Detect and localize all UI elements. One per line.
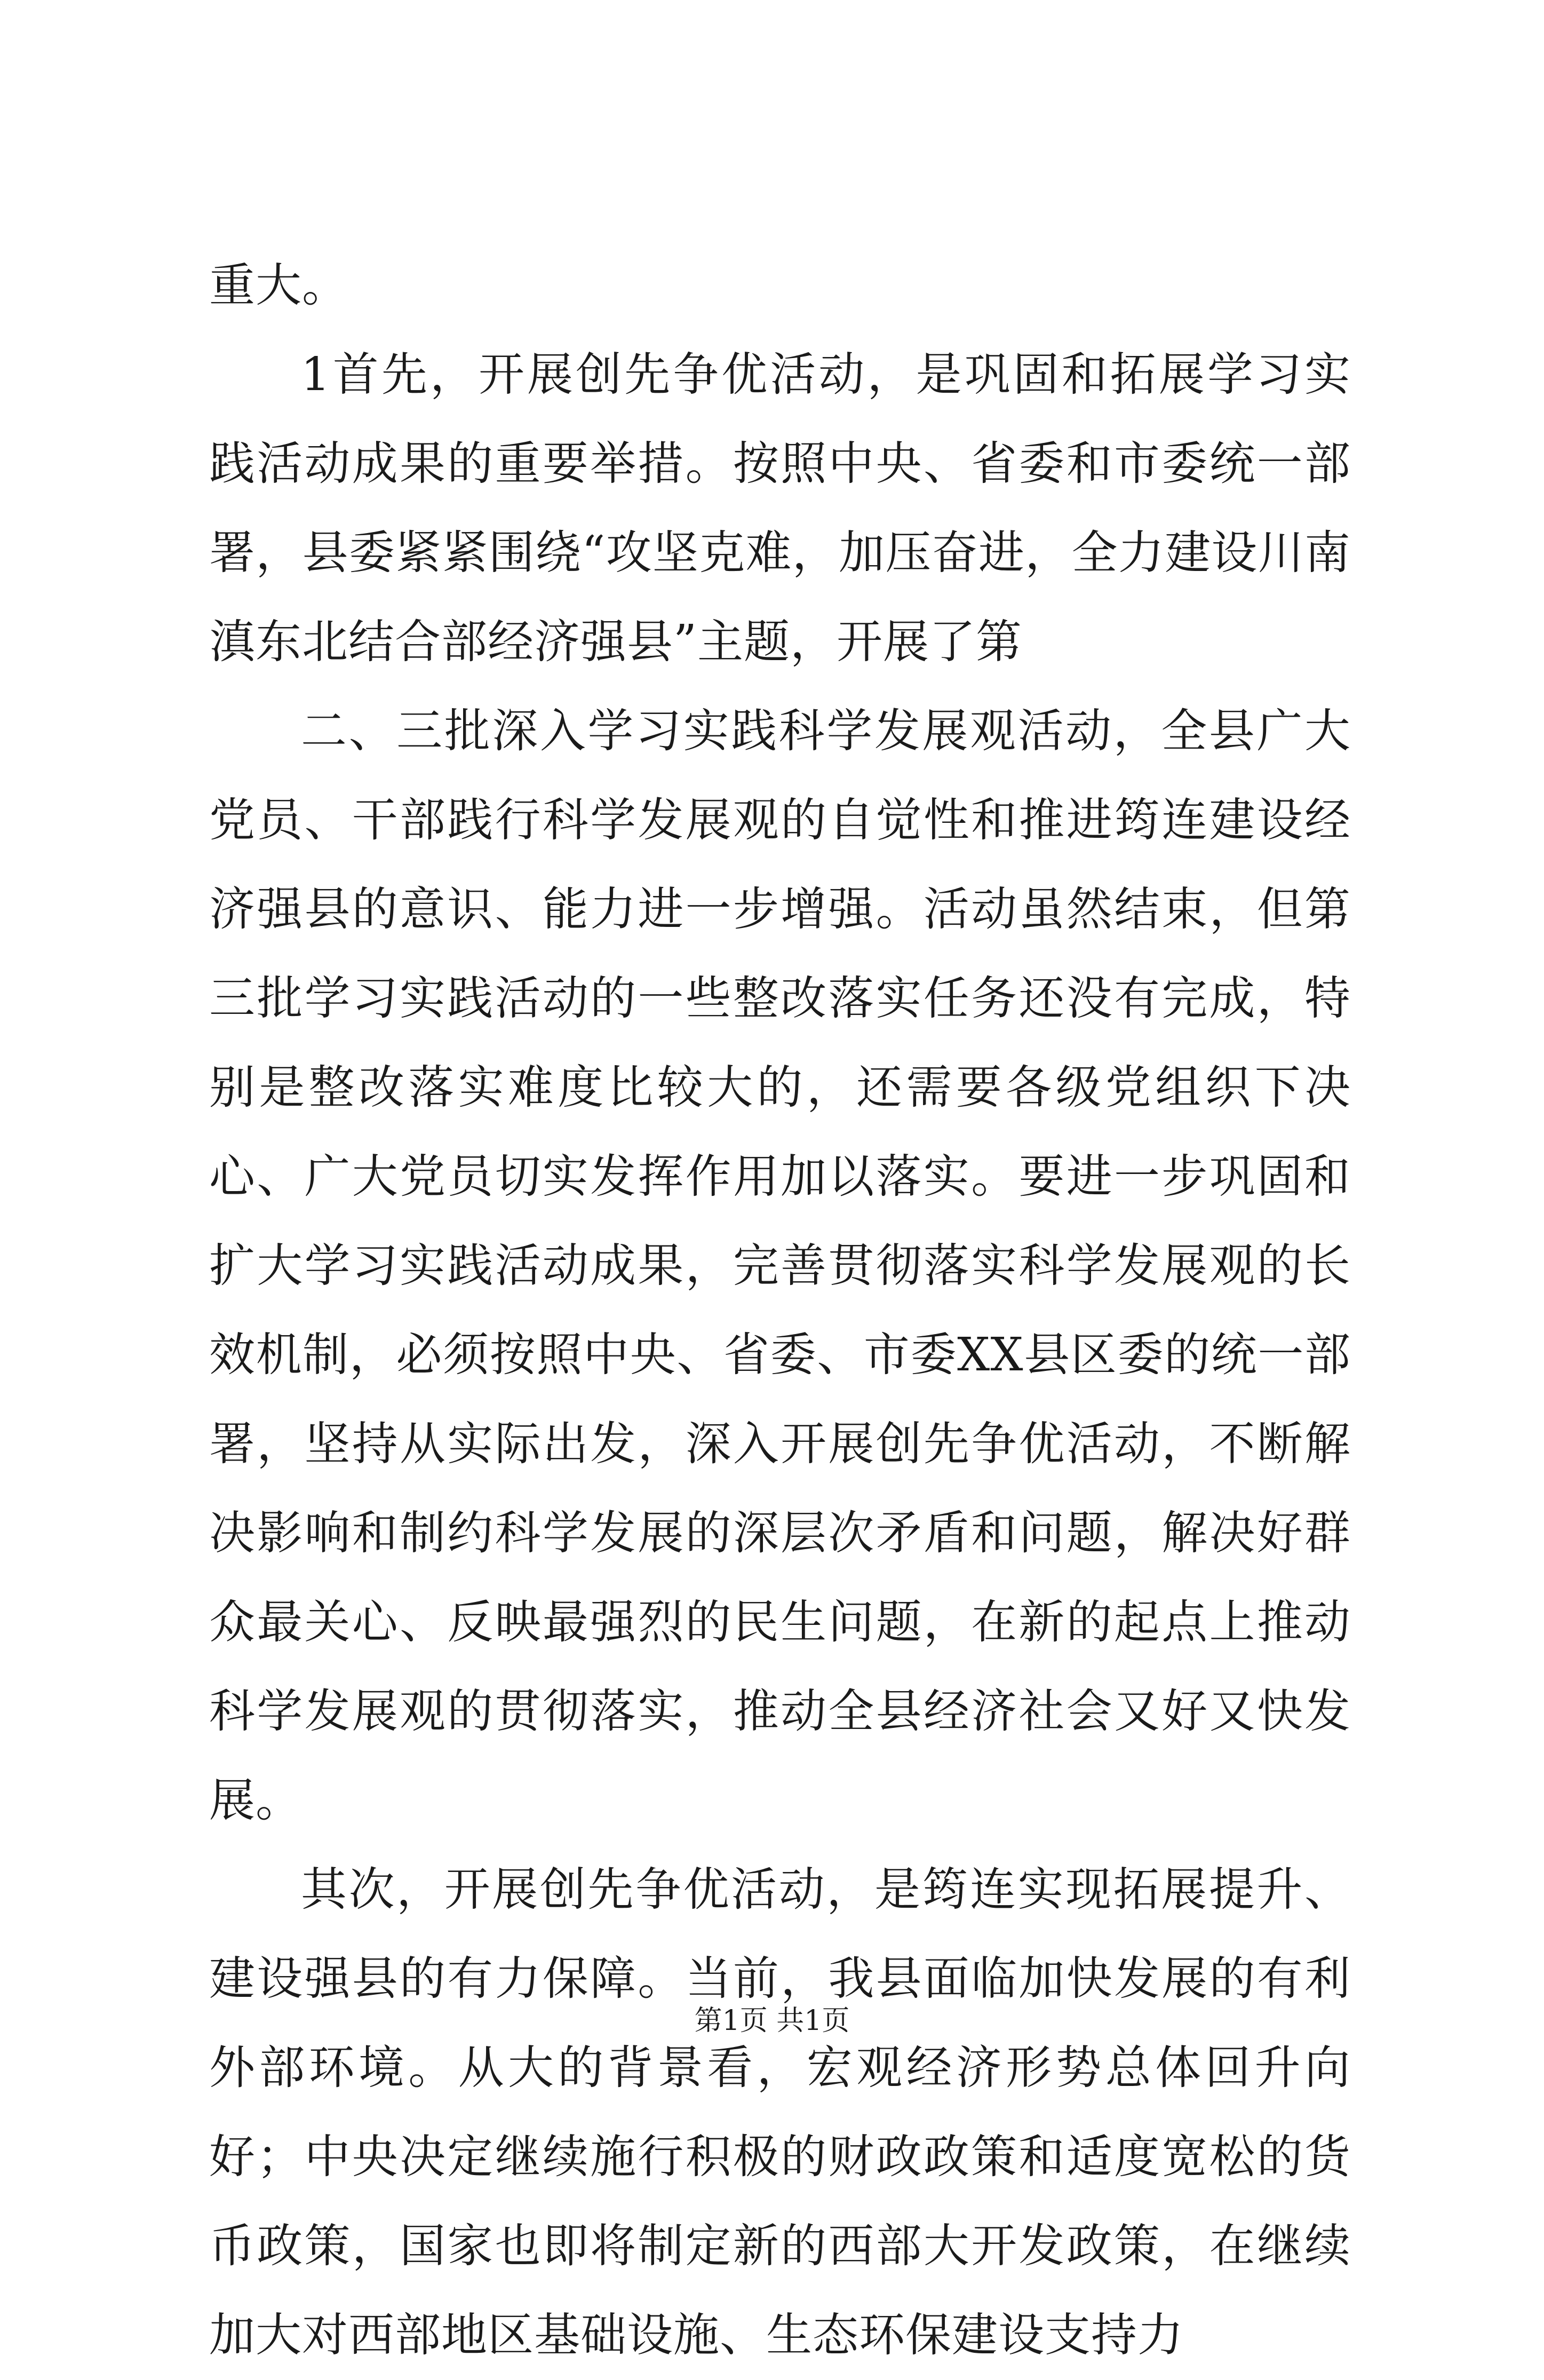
paragraph-continuation: 重大。 — [209, 259, 348, 312]
paragraph-third: 其次，开展创先争优活动，是筠连实现拓展提升、建设强县的有力保障。当前，我县面临加快发展的有利外部环境。从大的背景看，宏观经济形势总体回升向好；中央决定继续施行积极的财政政策和适度宽松的货币政策，国家也即将制定新的西部大开发政策，在继续加大对西部地区基础设施、生态环保建设支持力 — [209, 1863, 1351, 2362]
paragraph-second: 二、三批深入学习实践科学发展观活动，全县广大党员、干部践行科学发展观的自觉性和推进筠连建设经济强县的意识、能力进一步增强。活动虽然结束，但第三批学习实践活动的一些整改落实任务还没有完成，特别是整改落实难度比较大的，还需要各级党组织下决心、广大党员切实发挥作用加以落实。要进一步巩固和扩大学习实践活动成果，完善贯彻落实科学发展观的长效机制，必须按照中央、省委、市委XX县区委的统一部署，坚持从实际出发，深入开展创先争优活动，不断解决影响和制约科学发展的深层次矛盾和问题，解决好群众最关心、反映最强烈的民生问题，在新的起点上推动科学发展观的贯彻落实，推动全县经济社会又好又快发展。 — [209, 704, 1351, 1827]
page-number-footer: 第1页 共1页 — [694, 2005, 850, 2037]
paragraph-first: 1首先，开展创先争优活动，是巩固和拓展学习实践活动成果的重要举措。按照中央、省委和市委统一部署，县委紧紧围绕“攻坚克难，加压奋进，全力建设川南滇东北结合部经济强县”主题，开展了第 — [209, 348, 1351, 669]
document-body — [209, 241, 1351, 2380]
